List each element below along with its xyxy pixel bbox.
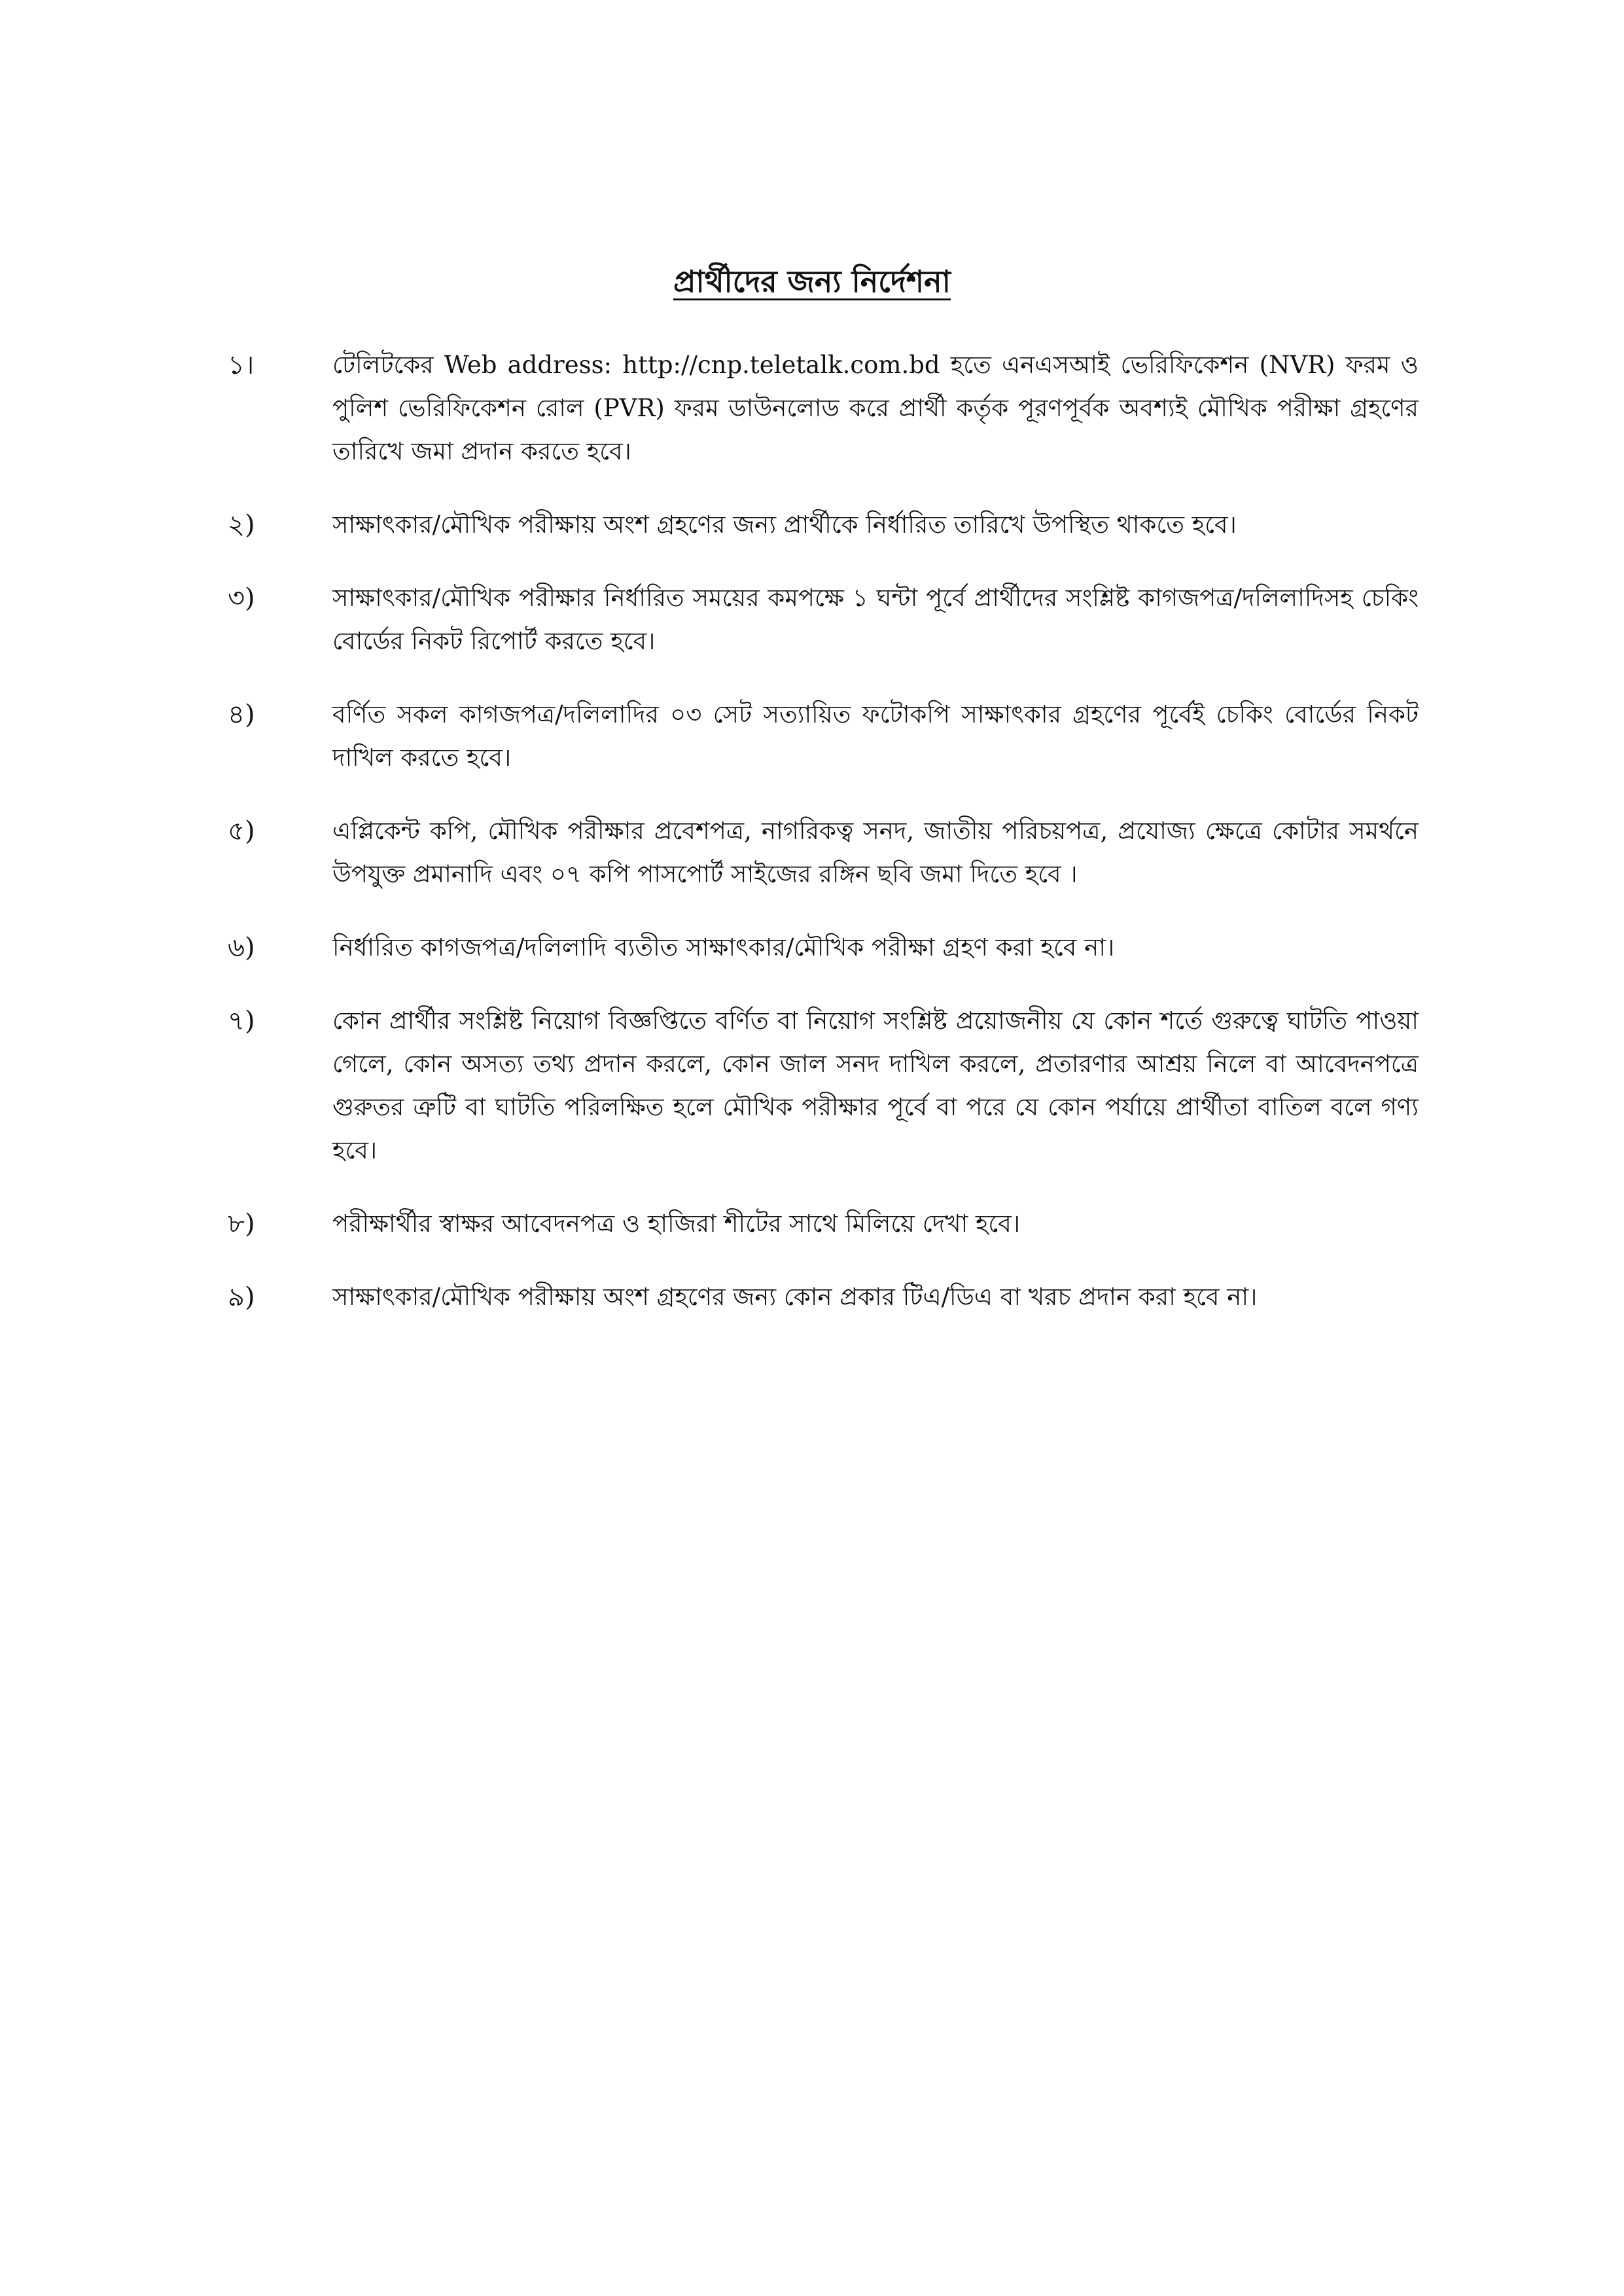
list-item xyxy=(228,503,1419,547)
item-text: এপ্লিকেন্ট কপি, মৌখিক পরীক্ষার প্রবেশপত্র, নাগরিকত্ব সনদ, জাতীয় পরিচয়পত্র, প্রযোজ্য ক্ষেত্রে কোটার সমর্থনে উপযুক্ত প্রমানাদি এবং ০৭ কপি পাসপোর্ট সাইজের রঙ্গিন ছবি জমা দিতে হবে । xyxy=(332,817,1419,888)
item-text: সাক্ষাৎকার/মৌখিক পরীক্ষার নির্ধারিত সময়ের কমপক্ষে ১ ঘন্টা পূর্বে প্রার্থীদের সংশ্লিষ্ট কাগজপত্র/দলিলাদিসহ চেকিং বোর্ডের নিকট রিপোর্ট করতে হবে। xyxy=(332,584,1419,655)
list-item xyxy=(228,1202,1419,1246)
item-number: ৯) xyxy=(228,1282,255,1312)
list-item xyxy=(228,577,1419,663)
list-item xyxy=(228,1276,1419,1319)
item-text: বর্ণিত সকল কাগজপত্র/দলিলাদির ০৩ সেট সত্যায়িত ফটোকপি সাক্ষাৎকার গ্রহণের পূর্বেই চেকিং বোর্ডের নিকট দাখিল করতে হবে। xyxy=(332,700,1419,772)
item-text: সাক্ষাৎকার/মৌখিক পরীক্ষায় অংশ গ্রহণের জন্য প্রার্থীকে নির্ধারিত তারিখে উপস্থিত থাকতে হবে। xyxy=(332,511,1237,539)
item-number: ৬) xyxy=(228,933,255,963)
item-number: ২) xyxy=(228,510,255,540)
item-text: সাক্ষাৎকার/মৌখিক পরীক্ষায় অংশ গ্রহণের জন্য কোন প্রকার টিএ/ডিএ বা খরচ প্রদান করা হবে না। xyxy=(332,1283,1258,1311)
item-text: পরীক্ষার্থীর স্বাক্ষর আবেদনপত্র ও হাজিরা শীটের সাথে মিলিয়ে দেখা হবে। xyxy=(332,1210,1021,1238)
item-text: নির্ধারিত কাগজপত্র/দলিলাদি ব্যতীত সাক্ষাৎকার/মৌখিক পরীক্ষা গ্রহণ করা হবে না। xyxy=(332,933,1115,961)
list-item xyxy=(228,344,1419,473)
item-number: ৪) xyxy=(228,700,255,730)
page-title xyxy=(0,262,1624,301)
item-number: ৩) xyxy=(228,583,255,613)
list-item xyxy=(228,693,1419,780)
item-number: ৮) xyxy=(228,1209,255,1239)
list-item xyxy=(228,926,1419,969)
item-number: ৫) xyxy=(228,816,255,846)
item-number: ৭) xyxy=(228,1006,255,1036)
title-text: প্রার্থীদের জন্য নির্দেশনা xyxy=(673,264,951,299)
item-text: টেলিটকের Web address: http://cnp.teletalk.com.bd হতে এনএসআই ভেরিফিকেশন (NVR) ফরম ও পুলিশ ভেরিফিকেশন রোল (PVR) ফরম ডাউনলোড করে প্রার্থী কর্তৃক পূরণপূর্বক অবশ্যই মৌখিক পরীক্ষা গ্রহণের তারিখে জমা প্রদান করতে হবে। xyxy=(332,351,1419,465)
instruction-list xyxy=(228,344,1419,1349)
list-item xyxy=(228,810,1419,896)
item-text: কোন প্রার্থীর সংশ্লিষ্ট নিয়োগ বিজ্ঞপ্তিতে বর্ণিত বা নিয়োগ সংশ্লিষ্ট প্রয়োজনীয় যে কোন শর্তে গুরুত্বে ঘাটতি পাওয়া গেলে, কোন অসত্য তথ্য প্রদান করলে, কোন জাল সনদ দাখিল করলে, প্রতারণার আশ্রয় নিলে বা আবেদনপত্রে গুরুতর ত্রুটি বা ঘাটতি পরিলক্ষিত হলে মৌখিক পরীক্ষার পূর্বে বা পরে যে কোন পর্যায়ে প্রার্থীতা বাতিল বলে গণ্য হবে। xyxy=(332,1007,1419,1164)
list-item xyxy=(228,999,1419,1172)
item-number: ১। xyxy=(228,350,255,380)
